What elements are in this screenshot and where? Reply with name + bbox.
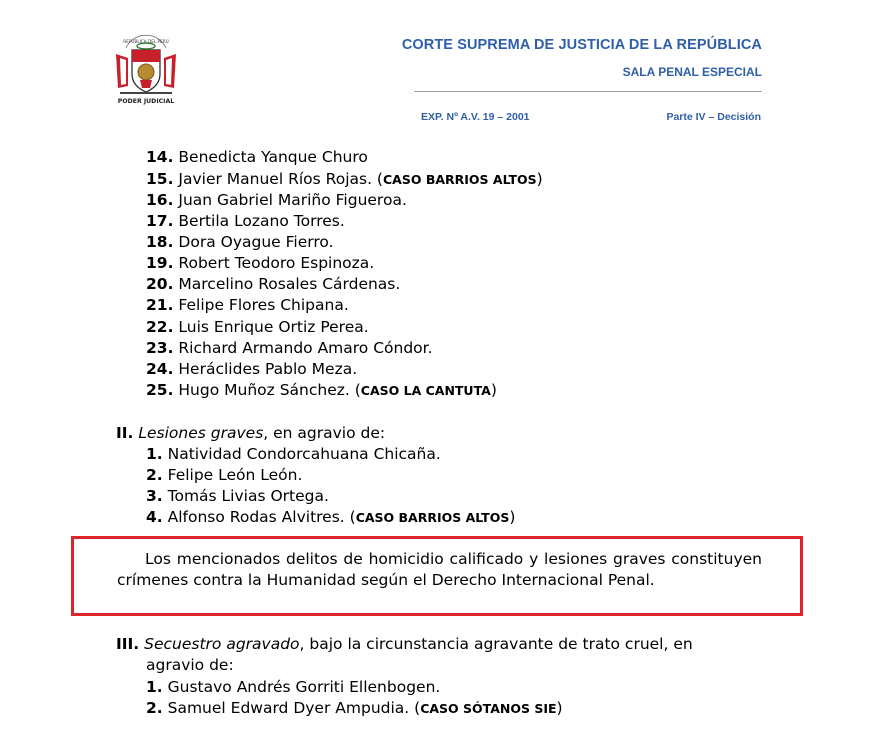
list-item: 17. Bertila Lozano Torres. bbox=[146, 212, 345, 230]
list-item: 19. Robert Teodoro Espinoza. bbox=[146, 254, 375, 272]
list-item: 2. Felipe León León. bbox=[146, 466, 303, 484]
list-item: 20. Marcelino Rosales Cárdenas. bbox=[146, 275, 401, 293]
list-item: 2. Samuel Edward Dyer Ampudia. (CASO SÓTANOS SIE) bbox=[146, 699, 563, 717]
list-item: 1. Gustavo Andrés Gorriti Ellenbogen. bbox=[146, 678, 441, 696]
expediente-number: EXP. Nº A.V. 19 – 2001 bbox=[421, 111, 530, 123]
header-divider bbox=[414, 91, 762, 92]
court-title: CORTE SUPREMA DE JUSTICIA DE LA REPÚBLICA bbox=[401, 37, 762, 53]
list-item: 18. Dora Oyague Fierro. bbox=[146, 233, 334, 251]
list-item: 23. Richard Armando Amaro Cóndor. bbox=[146, 339, 433, 357]
case-label: CASO BARRIOS ALTOS bbox=[382, 172, 537, 187]
case-label: CASO SÓTANOS SIE bbox=[420, 701, 557, 716]
section-heading-ii: II. Lesiones graves, en agravio de: bbox=[116, 424, 386, 442]
case-label: CASO BARRIOS ALTOS bbox=[355, 510, 510, 525]
list-item: 16. Juan Gabriel Mariño Figueroa. bbox=[146, 191, 407, 209]
document-part: Parte IV – Decisión bbox=[666, 111, 761, 123]
court-subtitle: SALA PENAL ESPECIAL bbox=[622, 65, 762, 79]
list-item: 1. Natividad Condorcahuana Chicaña. bbox=[146, 445, 441, 463]
list-item: 4. Alfonso Rodas Alvitres. (CASO BARRIOS ALTOS) bbox=[146, 508, 516, 526]
logo-caption: PODER JUDICIAL bbox=[117, 98, 175, 105]
poder-judicial-logo bbox=[112, 34, 180, 106]
logo-arc-text: REPÚBLICA DEL PERÚ bbox=[123, 39, 169, 44]
highlight-paragraph: Los mencionados delitos de homicidio calificado y lesiones graves constituyen crímenes contra la Humanidad según el Derecho Internacional Penal. bbox=[117, 550, 762, 589]
section-heading-iii: III. Secuestro agravado, bajo la circunstancia agravante de trato cruel, en bbox=[116, 635, 693, 653]
list-item: 24. Heráclides Pablo Meza. bbox=[146, 360, 358, 378]
list-item: 25. Hugo Muñoz Sánchez. (CASO LA CANTUTA) bbox=[146, 381, 497, 399]
list-item: 22. Luis Enrique Ortiz Perea. bbox=[146, 318, 369, 336]
list-item: 14. Benedicta Yanque Churo bbox=[146, 148, 368, 166]
list-item: 21. Felipe Flores Chipana. bbox=[146, 296, 349, 314]
case-label: CASO LA CANTUTA bbox=[360, 383, 491, 398]
list-item: 15. Javier Manuel Ríos Rojas. (CASO BARRIOS ALTOS) bbox=[146, 170, 543, 188]
list-item: 3. Tomás Livias Ortega. bbox=[146, 487, 329, 505]
section-heading-iii-cont: agravio de: bbox=[146, 656, 234, 674]
